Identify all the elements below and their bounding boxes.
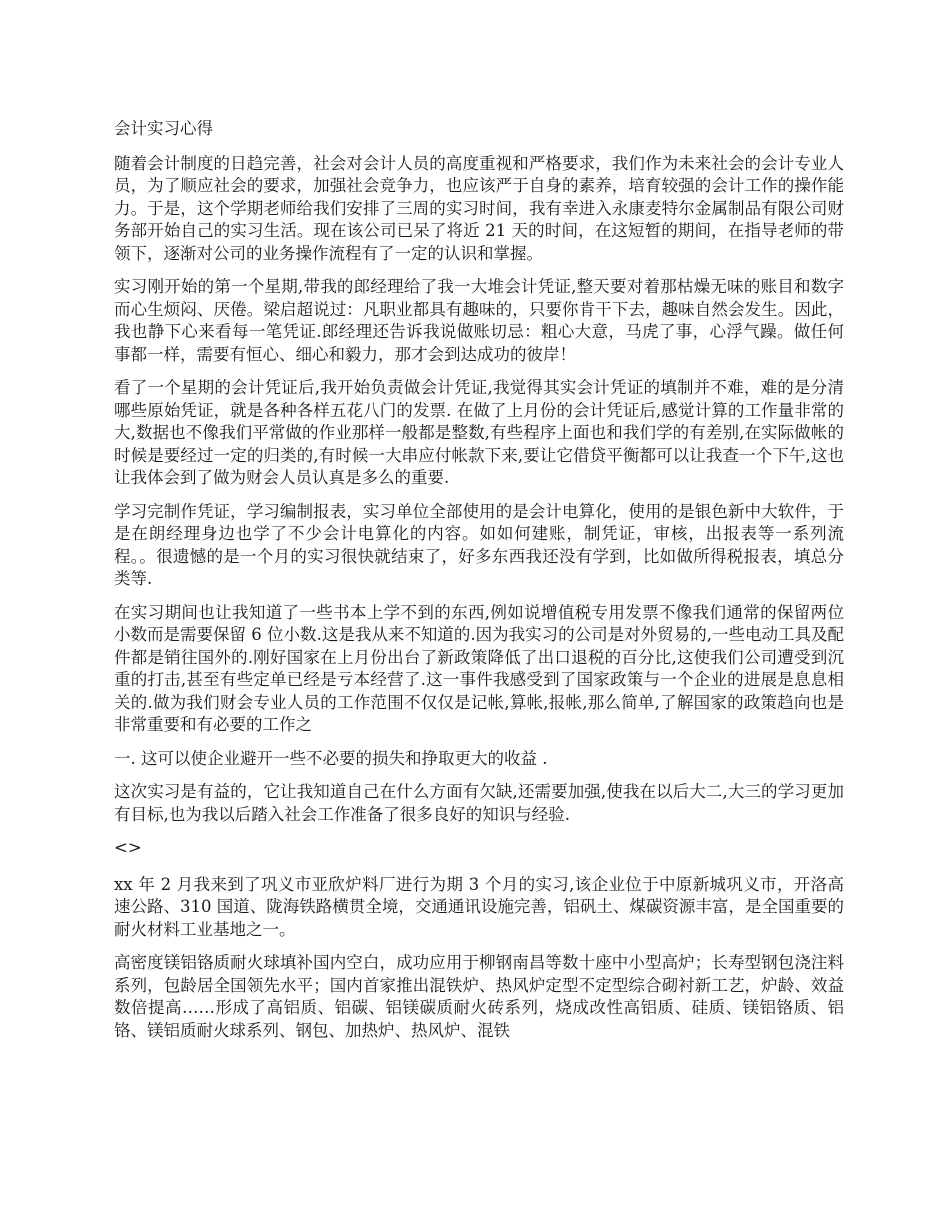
document-page xyxy=(114,118,844,1053)
paragraph-2: 实习刚开始的第一个星期,带我的郎经理给了我一大堆会计凭证,整天要对着那枯燥无味的账目和数字而心生烦闷、厌倦。梁启超说过：凡职业都具有趣味的，只要你肯干下去，趣味自然会发生。因此，我也静下心来看每一笔凭证.郎经理还告诉我说做账切忌：粗心大意，马虎了事，心浮气躁。做任何事都一样，需要有恒心、细心和毅力，那才会到达成功的彼岸！ xyxy=(114,277,844,364)
paragraph-7: 这次实习是有益的，它让我知道自己在什么方面有欠缺,还需要加强,使我在以后大二,大三的学习更加有目标,也为我以后踏入社会工作准备了很多良好的知识与经验. xyxy=(114,782,844,824)
document-title: 会计实习心得 xyxy=(114,119,213,138)
paragraph-4: 学习完制作凭证，学习编制报表，实习单位全部使用的是会计电算化，使用的是银色新中大软件，于是在朗经理身边也学了不少会计电算化的内容。如如何建账，制凭证，审核，出报表等一系列流程。。很遗憾的是一个月的实习很快就结束了，好多东西我还没有学到，比如做所得税报表，填总分类等. xyxy=(114,501,844,588)
paragraph-5: 在实习期间也让我知道了一些书本上学不到的东西,例如说增值税专用发票不像我们通常的保留两位小数而是需要保留 6 位小数.这是我从来不知道的.因为我实习的公司是对外贸易的,一些电动工具及配件都是销往国外的.刚好国家在上月份出台了新政策降低了出口退税的百分比,这使我们公司遭受到沉重的打击,甚至有些定单已经是亏本经营了.这一事件我感受到了国家政策与一个企业的进展是息息相关的.做为我们财会专业人员的工作范围不仅仅是记帐,算帐,报帐,那么简单,了解国家的政策趋向也是非常重要和有必要的工作之 xyxy=(114,602,844,734)
paragraph-9: 高密度镁铝铬质耐火球填补国内空白，成功应用于柳钢南昌等数十座中小型高炉；长寿型钢包浇注料系列，包龄居全国领先水平；国内首家推出混铁炉、热风炉定型不定型综合砌衬新工艺，炉龄、效益数倍提高……形成了高铝质、铝碳、铝镁碳质耐火砖系列，烧成改性高铝质、硅质、镁铝铬质、铝铬、镁铝质耐火球系列、钢包、加热炉、热风炉、混铁 xyxy=(114,953,844,1040)
paragraph-3: 看了一个星期的会计凭证后,我开始负责做会计凭证,我觉得其实会计凭证的填制并不难，难的是分清哪些原始凭证，就是各种各样五花八门的发票. 在做了上月份的会计凭证后,感觉计算的工作量非常的大,数据也不像我们平常做的作业那样一般都是整数,有些程序上面也和我们学的有差别,在实际做帐的时候是要经过一定的归类的,有时候一大串应付帐款下来,要让它借贷平衡都可以让我查一个下午,这也让我体会到了做为财会人员认真是多么的重要. xyxy=(114,378,844,487)
section-marker: <> xyxy=(114,838,142,857)
paragraph-6: 一. 这可以使企业避开一些不必要的损失和挣取更大的收益 . xyxy=(114,748,548,768)
paragraph-8: xx 年 2 月我来到了巩义市亚欣炉料厂进行为期 3 个月的实习,该企业位于中原新城巩义市，开洛高速公路、310 国道、陇海铁路横贯全境，交通通讯设施完善，铝矾土、煤碳资源丰富，是全国重要的耐火材料工业基地之一。 xyxy=(114,874,844,939)
paragraph-1: 随着会计制度的日趋完善，社会对会计人员的高度重视和严格要求，我们作为未来社会的会计专业人员，为了顺应社会的要求，加强社会竞争力，也应该严于自身的素养，培育较强的会计工作的操作能力。于是，这个学期老师给我们安排了三周的实习时间，我有幸进入永康麦特尔金属制品有限公司财务部开始自己的实习生活。现在该公司已呆了将近 21 天的时间，在这短暂的期间，在指导老师的带领下，逐渐对公司的业务操作流程有了一定的认识和掌握。 xyxy=(114,153,844,263)
